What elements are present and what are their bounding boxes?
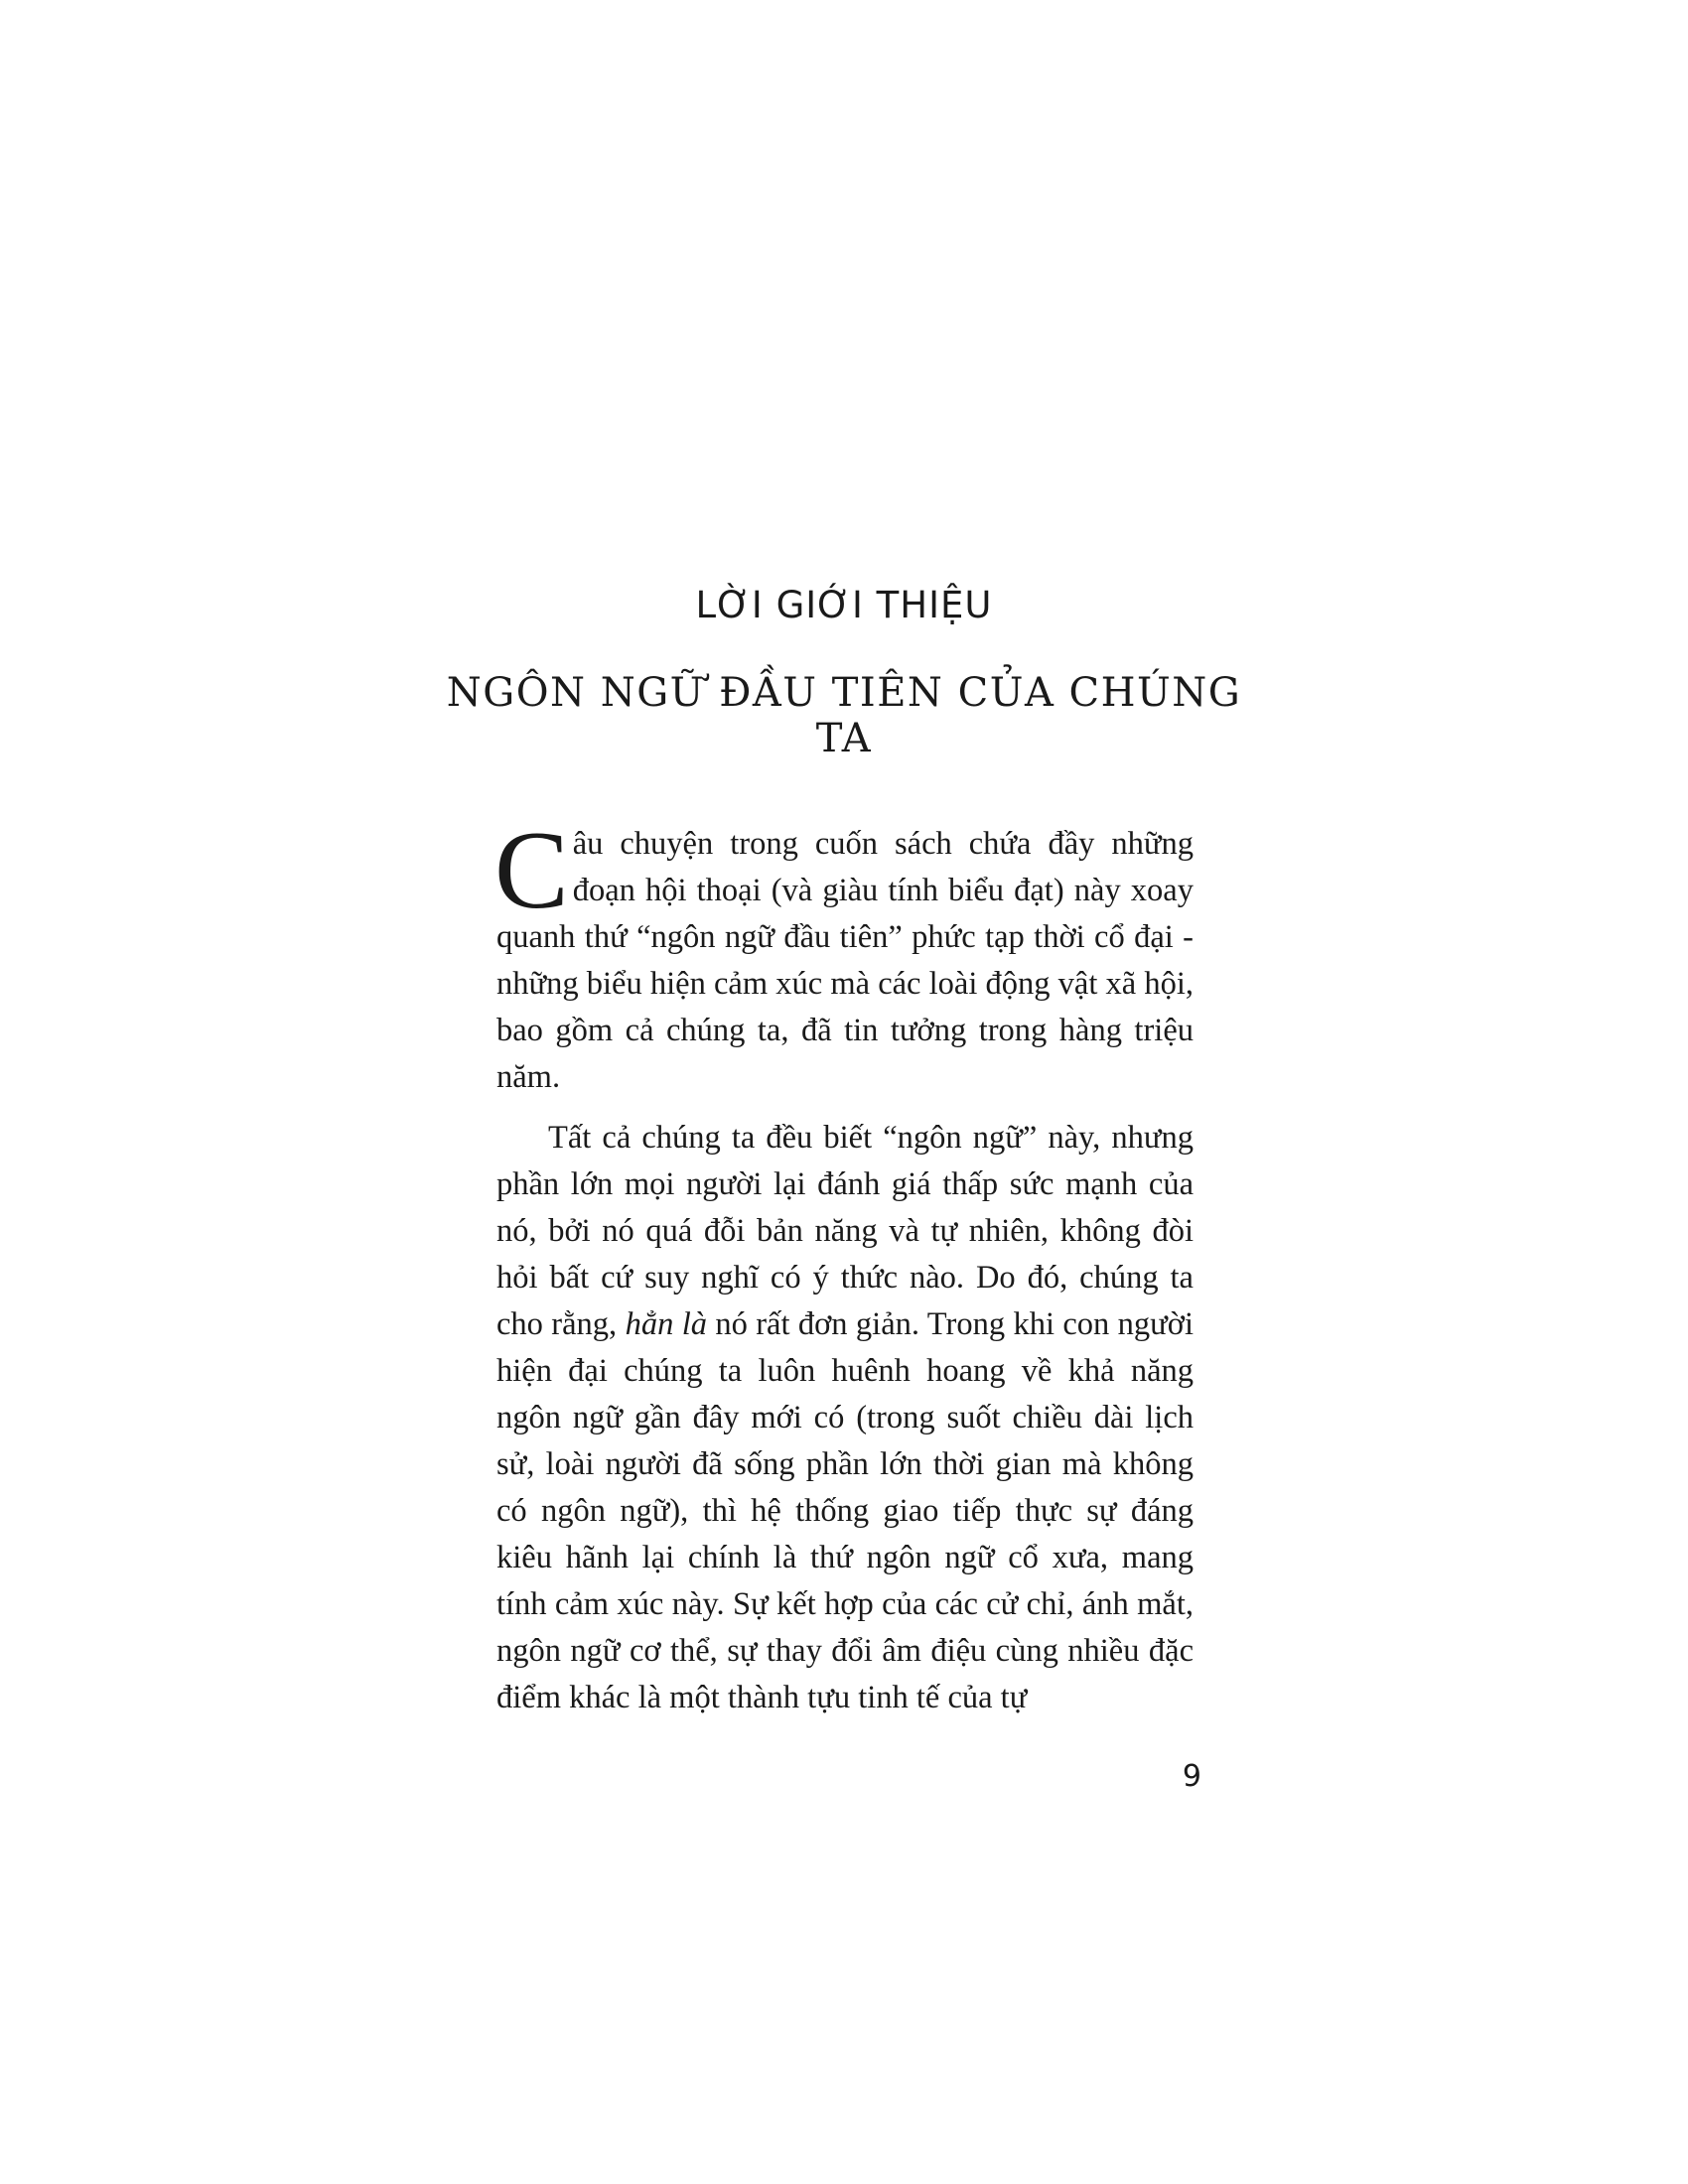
- paragraph-2-italic: hẳn là: [625, 1306, 707, 1342]
- page-number: 9: [1182, 1759, 1201, 1794]
- paragraph-2: [496, 1115, 1194, 1721]
- paragraph-1: [494, 809, 1194, 1101]
- chapter-title: NGÔN NGỮ ĐẦU TIÊN CỦA CHÚNG TA: [446, 670, 1242, 761]
- drop-cap: C: [494, 809, 569, 932]
- paragraph-2-text-after: nó rất đơn giản. Trong khi con người hiện đại chúng ta luôn huênh hoang về khả năng ngôn ngữ gần đây mới có (trong suốt chiều dài lịch sử, loài người đã sống phần lớn thời gian mà không có ngôn ngữ), thì hệ thống giao tiếp thực sự đáng kiêu hãnh lại chính là thứ ngôn ngữ cổ xưa, mang tính cảm xúc này. Sự kết hợp của các cử chỉ, ánh mắt, ngôn ngữ cơ thể, sự thay đổi âm điệu cùng nhiều đặc điểm khác là một thành tựu tinh tế của tự: [496, 1306, 1194, 1715]
- body-text: [494, 809, 1194, 1721]
- paragraph-1-text: âu chuyện trong cuốn sách chứa đầy những đoạn hội thoại (và giàu tính biểu đạt) này xoay quanh thứ “ngôn ngữ đầu tiên” phức tạp thời cổ đại - những biểu hiện cảm xúc mà các loài động vật xã hội, bao gồm cả chúng ta, đã tin tưởng trong hàng triệu năm.: [496, 826, 1194, 1095]
- section-label: LỜI GIỚI THIỆU: [695, 584, 993, 626]
- paragraph-2-text-before: Tất cả chúng ta đều biết “ngôn ngữ” này, nhưng phần lớn mọi người lại đánh giá thấp sức mạnh của nó, bởi nó quá đỗi bản năng và tự nhiên, không đòi hỏi bất cứ suy nghĩ có ý thức nào. Do đó, chúng ta cho rằng,: [496, 1120, 1194, 1342]
